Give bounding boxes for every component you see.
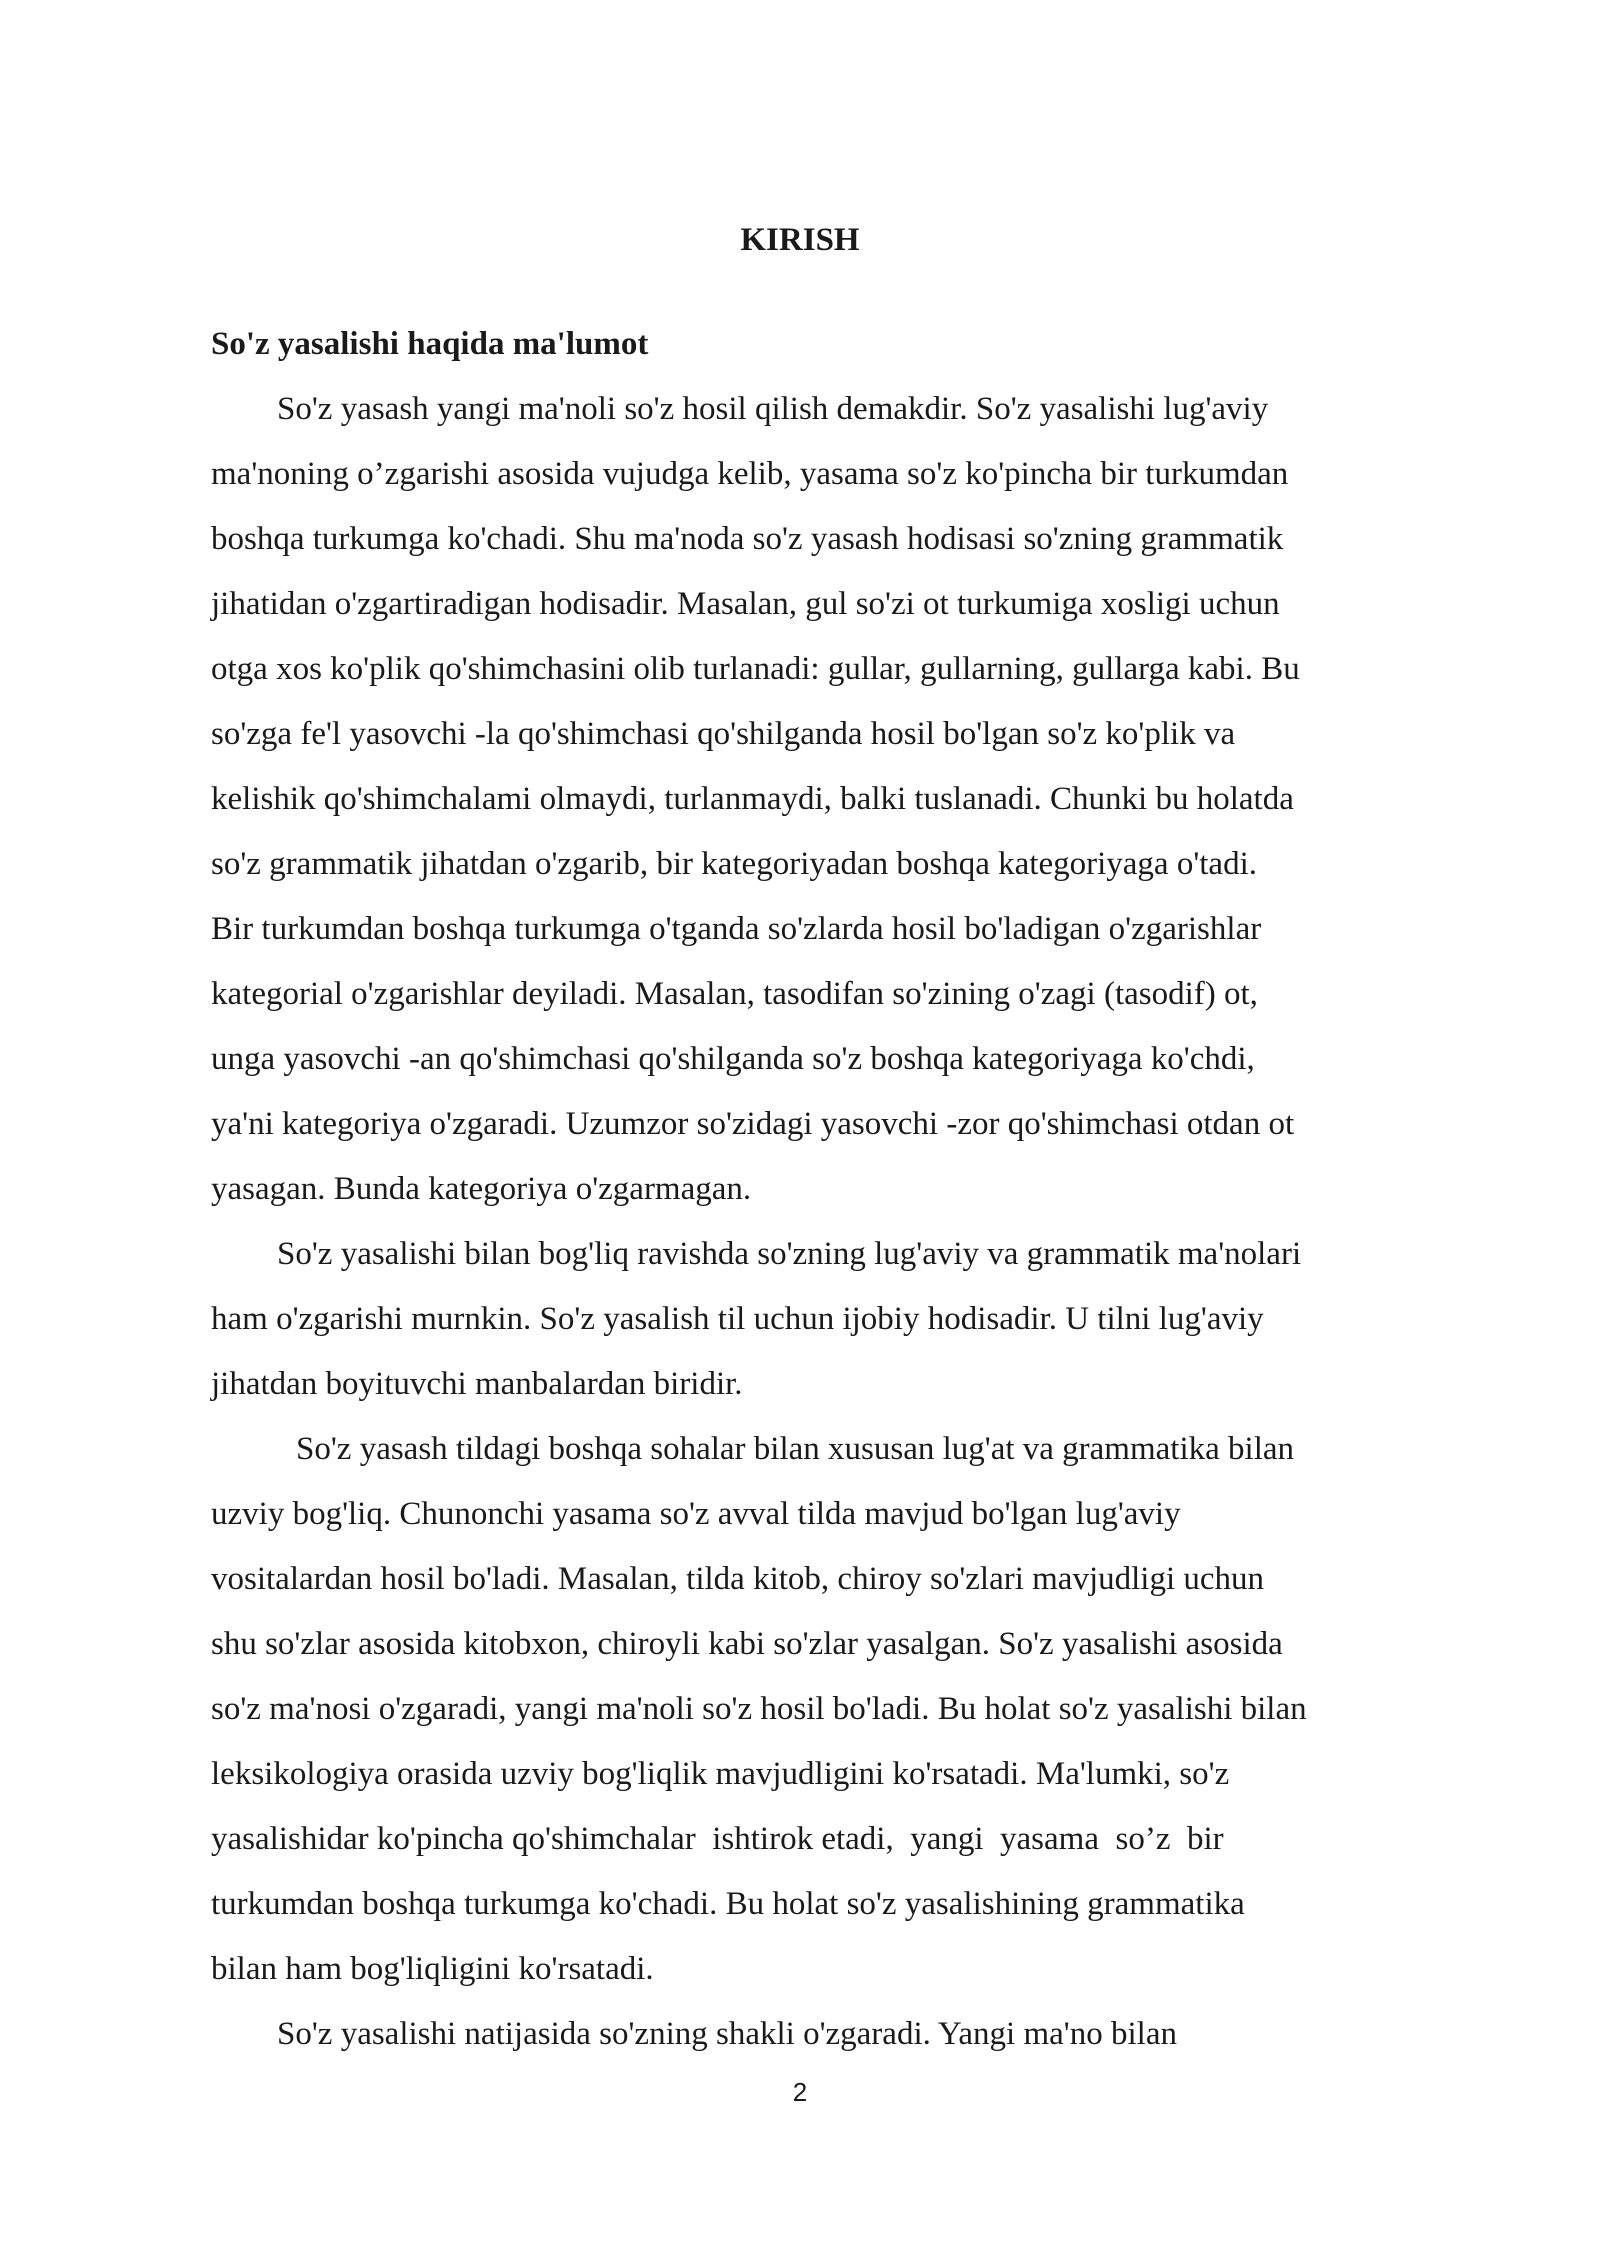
text-line: so'zga fe'l yasovchi -la qo'shimchasi qo'shilganda hosil bo'lgan so'z ko'plik va [211,716,1236,752]
text-line: so'z grammatik jihatdan o'zgarib, bir kategoriyadan boshqa kategoriyaga o'tadi. [211,846,1257,882]
text-line: so'z ma'nosi o'zgaradi, yangi ma'noli so'z hosil bo'ladi. Bu holat so'z yasalishi bilan [211,1691,1307,1727]
section-heading: So'z yasalishi haqida ma'lumot [211,326,649,362]
text-line: kategorial o'zgarishlar deyiladi. Masalan, tasodifan so'zining o'zagi (tasodif) ot, [211,976,1258,1012]
text-line: jihatidan o'zgartiradigan hodisadir. Masalan, gul so'zi ot turkumiga xosligi uchun [211,586,1280,622]
text-line: ma'noning o’zgarishi asosida vujudga kelib, yasama so'z ko'pincha bir turkumdan [211,456,1289,492]
text-line: turkumdan boshqa turkumga ko'chadi. Bu holat so'z yasalishining grammatika [211,1886,1245,1922]
text-line: boshqa turkumga ko'chadi. Shu ma'noda so'z yasash hodisasi so'zning grammatik [211,521,1284,557]
page-number: 2 [792,2077,808,2107]
text-line: uzviy bog'liq. Chunonchi yasama so'z avval tilda mavjud bo'lgan lug'aviy [211,1496,1181,1532]
text-line: yasagan. Bunda kategoriya o'zgarmagan. [211,1171,752,1207]
text-line: Bir turkumdan boshqa turkumga o'tganda so'zlarda hosil bo'ladigan o'zgarishlar [211,911,1262,947]
text-line: unga yasovchi -an qo'shimchasi qo'shilganda so'z boshqa kategoriyaga ko'chdi, [211,1041,1255,1077]
text-line: So'z yasalishi natijasida so'zning shakli o'zgaradi. Yangi ma'no bilan [277,2016,1177,2052]
text-line: So'z yasalishi bilan bog'liq ravishda so'zning lug'aviy va grammatik ma'nolari [277,1236,1302,1272]
page-title: KIRISH [740,222,860,258]
text-line: ya'ni kategoriya o'zgaradi. Uzumzor so'zidagi yasovchi -zor qo'shimchasi otdan ot [211,1106,1295,1142]
text-line: vositalardan hosil bo'ladi. Masalan, tilda kitob, chiroy so'zlari mavjudligi uchun [211,1561,1265,1597]
text-line: ham o'zgarishi murnkin. So'z yasalish til uchun ijobiy hodisadir. U tilni lug'aviy [211,1301,1264,1337]
text-line: leksikologiya orasida uzviy bog'liqlik mavjudligini ko'rsatadi. Ma'lumki, so'z [211,1756,1230,1792]
text-line: bilan ham bog'liqligini ko'rsatadi. [211,1951,654,1987]
text-line: So'z yasash yangi ma'noli so'z hosil qilish demakdir. So'z yasalishi lug'aviy [277,391,1269,427]
text-line: otga xos ko'plik qo'shimchasini olib turlanadi: gullar, gullarning, gullarga kabi. Bu [211,651,1300,687]
text-line: jihatdan boyituvchi manbalardan biridir. [211,1366,743,1402]
text-line: kelishik qo'shimchalami olmaydi, turlanmaydi, balki tuslanadi. Chunki bu holatda [211,781,1294,817]
text-line: yasalishidar ko'pincha qo'shimchalar ishtirok etadi, yangi yasama so’z bir [211,1821,1224,1857]
text-line: So'z yasash tildagi boshqa sohalar bilan xususan lug'at va grammatika bilan [296,1431,1295,1467]
text-line: shu so'zlar asosida kitobxon, chiroyli kabi so'zlar yasalgan. So'z yasalishi asosida [211,1626,1283,1662]
